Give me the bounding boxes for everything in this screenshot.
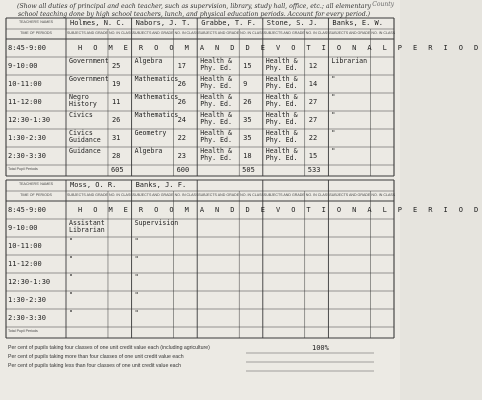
period-time: 10-11:00 — [8, 241, 42, 250]
period-time: 9-10:00 — [8, 61, 38, 70]
subject-entry: Algebra — [134, 147, 163, 155]
class-count: 17 — [177, 61, 187, 70]
total-value: 533 — [307, 166, 321, 174]
no-in-class-header: NO. IN CLASS — [108, 31, 133, 35]
class-count: 35 — [243, 133, 252, 142]
subjects-grade-header: SUBJECTS AND GRADE — [132, 193, 174, 197]
class-count: 19 — [111, 79, 121, 88]
subject-entry: " — [69, 255, 73, 263]
subject-entry: Health & Phy. Ed. — [200, 75, 232, 90]
period-time: 9-10:00 — [8, 223, 38, 232]
class-count: 22 — [308, 133, 318, 142]
subject-entry: " — [331, 147, 336, 155]
county-label: County — [372, 1, 394, 8]
subject-entry: " — [134, 273, 139, 281]
class-count: 35 — [243, 115, 252, 124]
homeroom-banner: H O M E R O O M A N D D E V O T I O N A L P E R I O D — [78, 205, 482, 214]
class-count: 22 — [177, 133, 187, 142]
homeroom-banner: H O M E R O O M A N D D E V O T I O N A L P E R I O D — [78, 43, 482, 52]
class-count: 31 — [111, 133, 121, 142]
no-in-class-header: NO. IN CLASS — [174, 31, 199, 35]
subject-entry: Mathematics — [134, 75, 179, 83]
subject-entry: " — [134, 291, 139, 299]
subject-entry: Health & Phy. Ed. — [200, 111, 232, 126]
footer-percent-value: 100% — [312, 344, 329, 352]
subject-entry: Health & Phy. Ed. — [265, 57, 298, 72]
subject-entry: Mathematics — [134, 93, 179, 101]
class-count: 11 — [111, 97, 121, 106]
teacher-name: Grabbe, T. F. — [201, 19, 256, 27]
footer-line: Per cent of pupils taking four classes of one unit credit value each (including agriculture) — [8, 345, 210, 351]
footer-line: Per cent of pupils taking less than four classes of one unit credit value each — [8, 363, 182, 369]
teacher-name: Nabors, J. T. — [135, 19, 191, 27]
class-count: 23 — [177, 151, 187, 160]
no-in-class-header: NO. IN CLASS — [371, 31, 396, 35]
teacher-name: Banks, E. W. — [332, 19, 383, 27]
class-count: 26 — [177, 97, 187, 106]
class-count: 27 — [308, 115, 318, 124]
time-of-periods-header: TIME OF PERIODS — [20, 31, 52, 35]
class-count: 24 — [177, 115, 187, 124]
teachers-names-header: TEACHERS' NAMES — [18, 20, 54, 24]
subject-entry: Guidance — [69, 147, 101, 155]
subject-entry: Health & Phy. Ed. — [265, 75, 298, 90]
period-time: 11-12:00 — [8, 259, 42, 268]
subject-entry: Negro History — [69, 93, 97, 108]
no-in-class-header: NO. IN CLASS — [108, 193, 133, 197]
subjects-grade-header: SUBJECTS AND GRADE — [67, 31, 108, 35]
subject-entry: Health & Phy. Ed. — [200, 57, 232, 72]
subject-entry: Civics — [69, 111, 93, 119]
no-in-class-header: NO. IN CLASS — [305, 31, 330, 35]
subjects-grade-header: SUBJECTS AND GRADE — [198, 193, 240, 197]
period-time: 2:30-3:30 — [8, 151, 46, 160]
period-time: 1:30-2:30 — [8, 133, 46, 142]
period-time: 12:30-1:30 — [8, 277, 51, 286]
no-in-class-header: NO. IN CLASS — [240, 193, 264, 197]
class-count: 15 — [308, 151, 318, 160]
period-time: 8:45-9:00 — [8, 43, 46, 52]
subject-entry: " — [331, 111, 336, 119]
subjects-grade-header: SUBJECTS AND GRADE — [329, 31, 371, 35]
no-in-class-header: NO. IN CLASS — [240, 31, 264, 35]
teacher-name: Holmes, N. C. — [70, 19, 125, 27]
subject-entry: Health & Phy. Ed. — [200, 93, 232, 108]
subject-entry: Health & Phy. Ed. — [200, 147, 232, 162]
period-time: 8:45-9:00 — [8, 205, 46, 214]
subject-entry: Government — [69, 75, 109, 83]
period-time: 10-11:00 — [8, 79, 42, 88]
teacher-name: Banks, J. F. — [135, 181, 187, 189]
subjects-grade-header: SUBJECTS AND GRADE — [132, 31, 174, 35]
subject-entry: Health & Phy. Ed. — [265, 111, 298, 126]
instructions-note: (Show all duties of principal and each teacher, such as supervision, library, study hall, office, etc.; all elementary school teaching done by high school teachers, lunch, and physical education periods. Account for every period.) — [17, 3, 371, 18]
class-count: 9 — [243, 79, 248, 88]
period-time: 11-12:00 — [8, 97, 42, 106]
class-count: 25 — [111, 61, 121, 70]
class-count: 14 — [308, 79, 318, 88]
subject-entry: " — [69, 237, 73, 245]
subject-entry: Algebra — [134, 57, 163, 65]
subject-entry: " — [134, 237, 139, 245]
subject-entry: Health & Phy. Ed. — [200, 129, 232, 144]
no-in-class-header: NO. IN CLASS — [371, 193, 396, 197]
footer-line: Per cent of pupils taking more than four classes of one unit credit value each — [8, 354, 184, 360]
period-time: 2:30-3:30 — [8, 313, 46, 322]
class-count: 26 — [177, 79, 187, 88]
subject-entry: Health & Phy. Ed. — [265, 147, 298, 162]
subject-entry: Librarian — [331, 57, 368, 65]
total-pupil-periods-label: Total Pupil Periods — [8, 328, 38, 333]
subject-entry: " — [69, 273, 73, 281]
subject-entry: " — [134, 255, 139, 263]
subjects-grade-header: SUBJECTS AND GRADE — [198, 31, 240, 35]
total-value: 505 — [242, 166, 255, 174]
subject-entry: " — [69, 309, 73, 317]
subject-entry: Assistant Librarian — [69, 219, 105, 234]
time-of-periods-header: TIME OF PERIODS — [20, 193, 52, 197]
subject-entry: Civics Guidance — [69, 129, 101, 144]
class-count: 28 — [111, 151, 121, 160]
total-pupil-periods-label: Total Pupil Periods — [8, 166, 38, 171]
subject-entry: Government — [69, 57, 109, 65]
subjects-grade-header: SUBJECTS AND GRADE — [263, 193, 305, 197]
teacher-name: Moss, O. R. — [70, 181, 117, 189]
class-count: 27 — [308, 97, 318, 106]
class-count: 15 — [243, 61, 252, 70]
subject-entry: Health & Phy. Ed. — [265, 129, 298, 144]
subject-entry: Supervision — [134, 219, 179, 227]
subject-entry: " — [331, 75, 336, 83]
subject-entry: " — [331, 93, 336, 101]
subject-entry: Mathematics — [134, 111, 179, 119]
total-value: 600 — [176, 166, 190, 174]
teacher-name: Stone, S. J. — [266, 19, 318, 27]
class-count: 26 — [243, 97, 252, 106]
subject-entry: Geometry — [134, 129, 167, 137]
subject-entry: " — [69, 291, 73, 299]
subjects-grade-header: SUBJECTS AND GRADE — [263, 31, 305, 35]
no-in-class-header: NO. IN CLASS — [305, 193, 330, 197]
no-in-class-header: NO. IN CLASS — [174, 193, 199, 197]
teachers-names-header: TEACHERS' NAMES — [18, 182, 54, 186]
class-count: 18 — [243, 151, 252, 160]
class-count: 26 — [111, 115, 121, 124]
period-time: 1:30-2:30 — [8, 295, 46, 304]
subject-entry: " — [331, 129, 336, 137]
subject-entry: " — [134, 309, 139, 317]
class-count: 12 — [308, 61, 318, 70]
subjects-grade-header: SUBJECTS AND GRADE — [329, 193, 371, 197]
subject-entry: Health & Phy. Ed. — [265, 93, 298, 108]
total-value: 605 — [110, 166, 124, 174]
subjects-grade-header: SUBJECTS AND GRADE — [67, 193, 108, 197]
period-time: 12:30-1:30 — [8, 115, 51, 124]
